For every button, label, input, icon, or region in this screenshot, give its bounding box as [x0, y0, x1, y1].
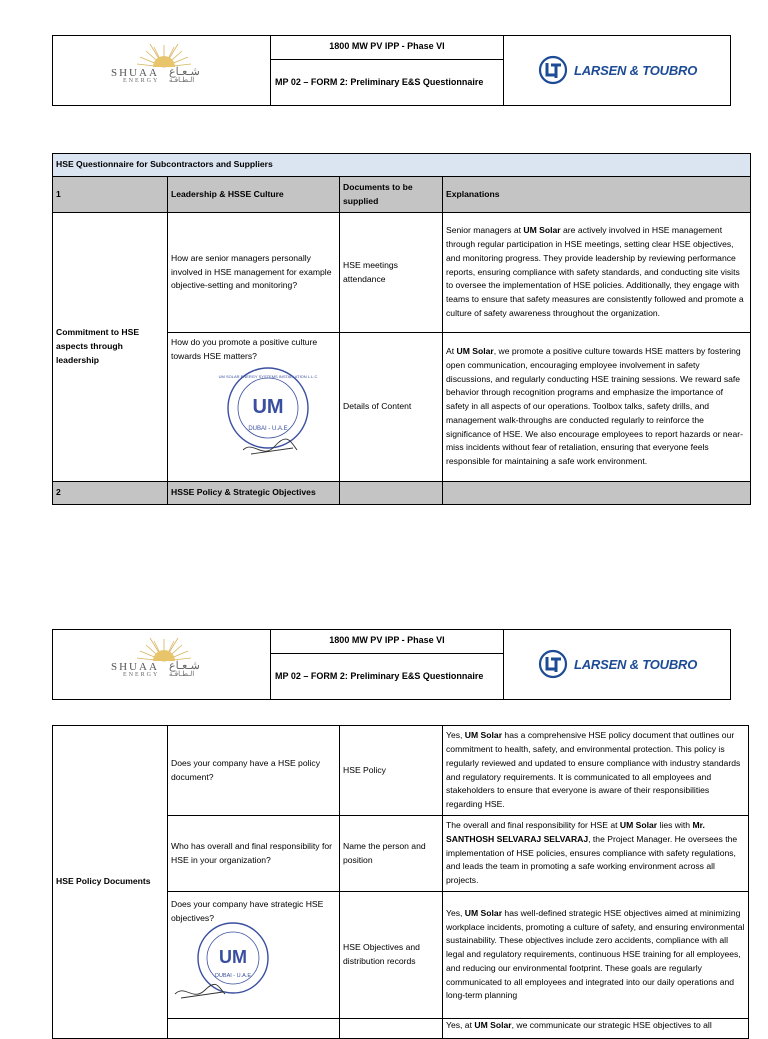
section-title: HSSE Policy & Strategic Objectives	[168, 482, 340, 505]
section-number: 2	[53, 482, 168, 505]
section-header-row	[53, 177, 751, 213]
question-cell	[168, 1019, 340, 1039]
shuaa-latin-subtext: ENERGY	[123, 672, 160, 678]
document-cell	[340, 1019, 443, 1039]
project-title: 1800 MW PV IPP - Phase VI	[271, 630, 503, 654]
sun-rays-icon	[109, 635, 219, 663]
explanation-cell: Yes, UM Solar has a comprehensive HSE policy document that outlines our commitment to health, safety, and environmental protection. This policy is regularly reviewed and updated to ensure compliance with industry standards and regulatory requirements. It is communicated to all employees and stakeholders to ensure that everyone is aware of their responsibilities regarding HSE.	[443, 726, 749, 816]
document-cell: HSE meetings attendance	[340, 213, 443, 333]
explanation-cell: Senior managers at UM Solar are actively involved in HSE management through regular participation in HSE meetings, setting clear HSE objectives, and monitoring progress. They provide leadership by reviewing performance reports, ensuring compliance with safety standards, and conducting site visits to oversee the implementation of HSE policies. Additionally, they engage with teams to ensure that safety measures are consistently followed and promote a culture of safety awareness throughout the organization.	[443, 213, 751, 333]
explanation-cell: Yes, UM Solar has well-defined strategic HSE objectives aimed at minimizing workplace incidents, promoting a culture of safety, and ensuring environmental sustainability. These objectives include zero accidents, compliance with all legal and regulatory requirements, continuous HSE training for all employees, and reducing our environmental footprint. These goals are regularly communicated to all employees and integrated into our daily operations and long-term planning	[443, 892, 749, 1019]
question-cell: Does your company have strategic HSE objectives? UM DUBAI - U.A.E	[168, 892, 340, 1019]
section-label: Commitment to HSE aspects through leadership	[53, 213, 168, 482]
svg-text:UM: UM	[252, 395, 284, 418]
shuaa-arabic-subtext: الـطـاقـة	[169, 671, 195, 678]
lt-emblem-icon	[538, 55, 568, 85]
section-header-row	[53, 482, 751, 505]
table-title: HSE Questionnaire for Subcontractors and Suppliers	[53, 154, 751, 177]
shuaa-latin-text: SHUAA	[111, 661, 159, 673]
larsen-toubro-logo	[538, 647, 697, 681]
documents-column-header: Documents to be supplied	[340, 177, 443, 213]
question-cell: Does your company have a HSE policy document?	[168, 726, 340, 816]
hse-policy-table	[52, 725, 749, 1039]
table-title-row	[53, 154, 751, 177]
shuaa-arabic-subtext: الـطـاقـة	[169, 77, 195, 84]
svg-text:DUBAI - U.A.E: DUBAI - U.A.E	[248, 425, 288, 432]
shuaa-energy-logo	[109, 635, 219, 695]
company-stamp-icon	[171, 920, 271, 1004]
header-title-cell	[271, 630, 504, 699]
sun-rays-icon	[109, 41, 219, 69]
explanation-cell: The overall and final responsibility for HSE at UM Solar lies with Mr. SANTHOSH SELVARAJ SELVARAJ, the Project Manager. He oversees the implementation of HSE policies, ensures compliance with safety regulations, and leads the team in promoting a safe working environment across all projects.	[443, 816, 749, 892]
question-cell: Who has overall and final responsibility for HSE in your organization?	[168, 816, 340, 892]
header-title-cell	[271, 36, 504, 105]
explanation-cell: At UM Solar, we promote a positive culture towards HSE matters by fostering open communication, encouraging employee involvement in safety discussions, and regularly conducting HSE training sessions. We reward safe behavior through recognition programs and emphasize the importance of safety in all aspects of our operations. Toolbox talks, safety drills, and management walk-throughs are conducted regularly to reinforce the significance of HSE. We also encourage employees to report hazards or near-miss incidents without fear of retaliation, ensuring that everyone feels responsible for maintaining a safe work environment.	[443, 333, 751, 482]
contractor-logo-cell	[504, 630, 732, 699]
page-header	[52, 629, 731, 700]
form-title: MP 02 – FORM 2: Preliminary E&S Questionnaire	[275, 77, 484, 87]
shuaa-arabic-text: شـعـاع	[169, 66, 200, 78]
company-stamp-icon	[218, 366, 318, 462]
svg-text:UM SOLAR ENERGY SYSTEMS INSTAL: UM SOLAR ENERGY SYSTEMS INSTALLATION L.L.C	[218, 373, 318, 379]
explanations-column-header	[443, 482, 751, 505]
contractor-name: LARSEN & TOUBRO	[574, 62, 698, 78]
section-label: HSE Policy Documents	[53, 726, 168, 1039]
form-title: MP 02 – FORM 2: Preliminary E&S Questionnaire	[275, 671, 484, 681]
svg-text:DUBAI - U.A.E: DUBAI - U.A.E	[214, 972, 252, 979]
contractor-logo-cell	[504, 36, 732, 105]
project-title: 1800 MW PV IPP - Phase VI	[271, 36, 503, 60]
shuaa-latin-text: SHUAA	[111, 67, 159, 79]
hse-questionnaire-table	[52, 153, 751, 505]
question-cell: How are senior managers personally involved in HSE management for example objective-setting and monitoring?	[168, 213, 340, 333]
shuaa-arabic-text: شـعـاع	[169, 660, 200, 672]
client-logo-cell	[53, 36, 271, 105]
client-logo-cell	[53, 630, 271, 699]
page-header	[52, 35, 731, 106]
document-cell: Name the person and position	[340, 816, 443, 892]
document-cell: HSE Policy	[340, 726, 443, 816]
document-cell: Details of Content	[340, 333, 443, 482]
table-row	[53, 726, 749, 816]
svg-text:UM: UM	[219, 946, 247, 967]
lt-emblem-icon	[538, 649, 568, 679]
shuaa-latin-subtext: ENERGY	[123, 78, 160, 84]
section-number: 1	[53, 177, 168, 213]
explanation-cell: Yes, at UM Solar, we communicate our strategic HSE objectives to all	[443, 1019, 749, 1039]
contractor-name: LARSEN & TOUBRO	[574, 656, 698, 672]
document-cell: HSE Objectives and distribution records	[340, 892, 443, 1019]
documents-column-header	[340, 482, 443, 505]
larsen-toubro-logo	[538, 53, 697, 87]
section-title: Leadership & HSSE Culture	[168, 177, 340, 213]
table-row	[53, 213, 751, 333]
explanations-column-header: Explanations	[443, 177, 751, 213]
question-cell: How do you promote a positive culture towards HSE matters? UM DUBAI - U.A.E UM SOLAR ENERGY SYSTEMS INSTALLATION L.L.C	[168, 333, 340, 482]
shuaa-energy-logo	[109, 41, 219, 101]
